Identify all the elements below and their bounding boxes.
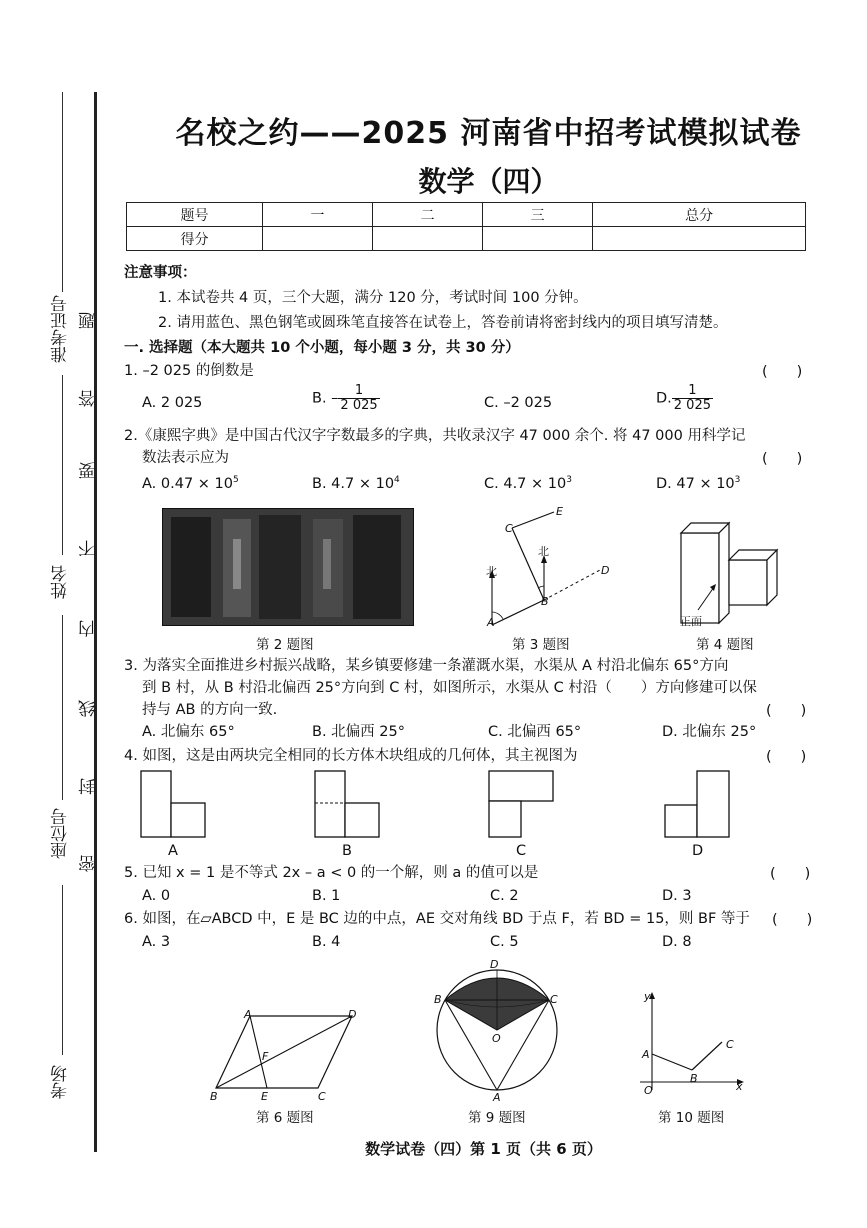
option-text: A. 0.47 × 10 [142,475,233,492]
option-b [312,469,400,495]
field-line-kaochang [62,885,63,1055]
point-label: C [318,1090,326,1103]
fig3-north-label: 北 [538,545,549,558]
point-label: A [244,1008,252,1021]
option-a [142,469,239,495]
option-d [656,469,740,495]
option-b: B. 4 [312,934,341,950]
point-label: C [505,522,513,535]
question-stem: 4. 如图，这是由两块完全相同的长方体木块组成的几何体，其主视图为 [124,748,578,764]
field-label-kaochang: 考场 [51,1065,71,1099]
answer-paren[interactable]: ( ) [762,451,803,467]
score-cell[interactable] [263,227,373,251]
score-cell[interactable] [373,227,483,251]
question-stem: 数法表示应为 [142,450,229,466]
option-d: D. 8 [662,934,692,950]
fraction-den: 2 025 [340,398,378,413]
score-header-cell: 一 [263,203,373,227]
figure-caption: 第 6 题图 [256,1110,314,1126]
option-text: B. 4.7 × 10 [312,475,395,492]
section-heading: 一. 选择题（本大题共 10 个小题，每小题 3 分，共 30 分） [124,340,520,356]
point-label: A [642,1048,650,1061]
question-stem: 持与 AB 的方向一致. [142,702,278,718]
option-label: C [516,843,527,859]
exponent: 4 [394,475,400,485]
field-label-xingming: 姓名 [51,565,71,599]
seal-char: 不 [79,540,99,557]
seal-char: 密 [79,855,99,872]
page-footer: 数学试卷（四）第 1 页（共 6 页） [365,1140,602,1158]
notice-item: 1. 本试卷共 4 页，三个大题，满分 120 分，考试时间 100 分钟。 [158,290,588,306]
option-b: B. 北偏西 25° [312,724,405,740]
kangxi-dictionary-photo [162,508,414,626]
fig3-north-label: 北 [486,565,497,578]
question-stem: 6. 如图，在▱ABCD 中，E 是 BC 边的中点，AE 交对角线 BD 于点 F，若 BD = 15，则 BF 等于 [124,911,750,927]
option-b: B. 1 [312,888,341,904]
notice-heading: 注意事项： [124,265,197,281]
option-c-view [488,770,558,840]
field-line-xingming [62,375,63,555]
question-stem: 2.《康熙字典》是中国古代汉字字数最多的字典，共收录汉字 47 000 余个. 将 47 000 用科学记 [124,428,746,444]
option-a: A. 北偏东 65° [142,724,235,740]
point-label: B [434,993,442,1006]
notice-item: 2. 请用蓝色、黑色钢笔或圆珠笔直接答在试卷上，答卷前请将密封线内的项目填写清楚。 [158,315,728,331]
figure-3-diagram [482,500,612,630]
exponent: 3 [734,475,741,485]
fraction-den: 2 025 [673,398,711,413]
option-c: C. 2 [490,888,519,904]
question-stem: 1. –2 025 的倒数是 [124,363,254,379]
option-b-prefix: B. – [312,390,339,407]
option-d: D. 3 [662,888,692,904]
option-label: B [342,843,352,859]
option-text: D. 47 × 10 [656,475,735,492]
option-b-view [314,770,384,840]
answer-paren[interactable]: ( ) [772,912,813,928]
point-label: B [210,1090,218,1103]
option-a: A. 2 025 [142,395,203,411]
point-label: B [541,595,549,608]
field-label-zuowei: 座位号 [51,808,71,859]
point-label: D [601,564,610,577]
figure-9-circle [434,966,564,1096]
score-header-cell: 三 [483,203,593,227]
point-label: E [556,505,563,518]
score-cell[interactable] [593,227,806,251]
point-label: C [726,1038,734,1051]
answer-paren[interactable]: ( ) [766,749,807,765]
seal-char: 要 [79,462,99,479]
exam-title: 名校之约——2025 河南省中招考试模拟试卷 [175,116,802,151]
figure-caption: 第 9 题图 [468,1110,526,1126]
score-header-cell: 二 [373,203,483,227]
fraction [338,384,379,413]
point-label: D [490,958,499,971]
score-cell[interactable] [483,227,593,251]
option-d [656,384,713,413]
option-d-prefix: D. [656,390,672,407]
score-header-cell: 题号 [127,203,263,227]
fraction-num: 1 [672,384,713,399]
option-d-view [664,770,734,840]
option-c: C. –2 025 [484,395,553,411]
point-label: A [487,616,495,629]
seal-char: 题 [79,312,99,329]
origin-label: O [644,1084,653,1097]
option-c: C. 5 [490,934,519,950]
exponent: 5 [233,475,239,485]
point-label: E [261,1090,268,1103]
figure-4-blocks [676,515,786,625]
point-label: C [550,993,558,1006]
answer-paren[interactable]: ( ) [762,364,803,380]
field-line-zuowei [62,615,63,800]
option-a-view [140,770,210,840]
figure-caption: 第 10 题图 [658,1110,725,1126]
option-a: A. 0 [142,888,171,904]
axis-label: x [736,1080,743,1093]
option-text: C. 4.7 × 10 [484,475,567,492]
option-d: D. 北偏东 25° [662,724,757,740]
exam-subtitle: 数学（四） [418,165,559,198]
question-stem: 3. 为落实全面推进乡村振兴战略，某乡镇要修建一条灌溉水渠，水渠从 A 村沿北偏东 65°方向 [124,658,729,674]
front-view-label: 正面 [680,615,702,628]
seal-char: 答 [79,390,99,407]
option-b [312,384,380,413]
field-label-zhunkao: 准考证号 [51,295,71,363]
point-label: A [493,1091,501,1104]
score-row-label: 得分 [127,227,263,251]
figure-caption: 第 2 题图 [256,637,314,653]
option-a: A. 3 [142,934,171,950]
figure-caption: 第 3 题图 [512,637,570,653]
answer-paren[interactable]: ( ) [770,866,811,882]
figure-6-parallelogram [208,1008,368,1098]
seal-char: 线 [79,700,99,717]
figure-caption: 第 4 题图 [696,637,754,653]
answer-paren[interactable]: ( ) [766,703,807,719]
point-label: O [492,1032,501,1045]
point-label: D [348,1008,357,1021]
fraction-num: 1 [338,384,379,399]
exponent: 3 [566,475,572,485]
score-header-cell: 总分 [593,203,806,227]
option-c [484,469,572,495]
option-label: A [168,843,178,859]
axis-label: y [644,990,651,1003]
question-stem: 5. 已知 x = 1 是不等式 2x – a < 0 的一个解，则 a 的值可以是 [124,865,539,881]
option-c: C. 北偏西 65° [488,724,582,740]
seal-char: 内 [79,620,99,637]
point-label: B [690,1072,698,1085]
score-table [126,202,806,251]
fraction [672,384,713,413]
point-label: F [262,1050,269,1063]
seal-char: 封 [79,778,99,795]
option-label: D [692,843,704,859]
question-stem: 到 B 村，从 B 村沿北偏西 25°方向到 C 村，如图所示，水渠从 C 村沿（ ）方向修建可以保 [142,680,757,696]
